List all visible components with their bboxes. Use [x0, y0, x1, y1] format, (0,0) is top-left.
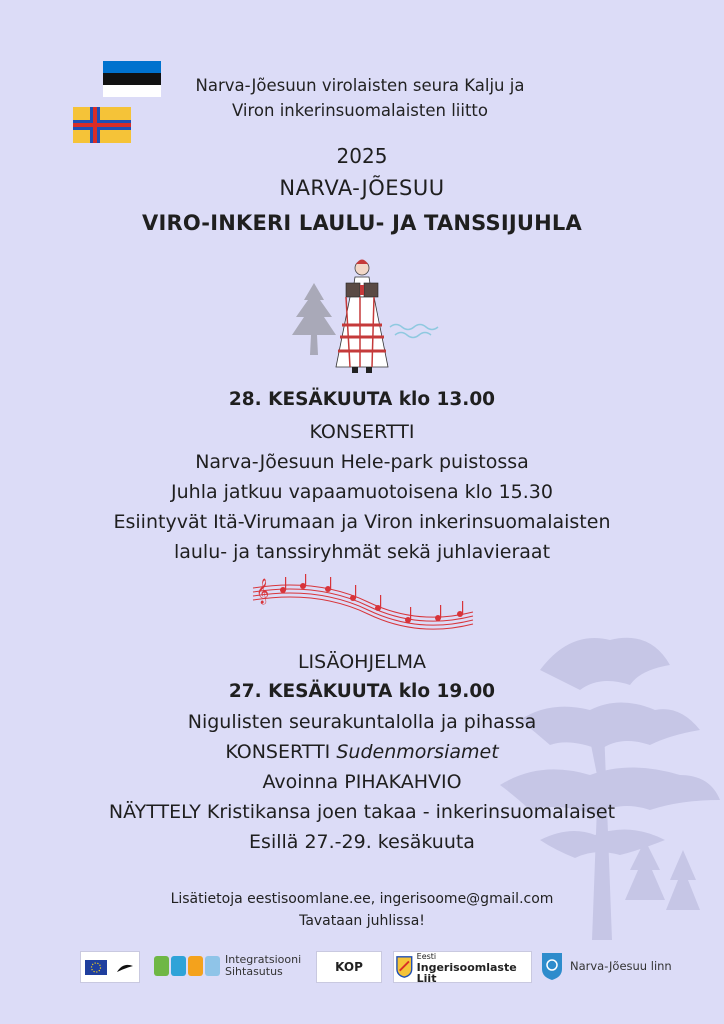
- integratsiooni-text-1: Integratsiooni: [225, 953, 302, 966]
- extra-program-date: 27. KESÄKUUTA klo 19.00: [228, 681, 496, 702]
- ingerisoomlaste-liit-logo: [393, 951, 532, 983]
- festival-title: VIRO-INKERI LAULU- JA TANSSIJUHLA: [142, 211, 582, 235]
- puzzle-pieces-icon: [153, 952, 221, 980]
- svg-text:𝄞: 𝄞: [256, 579, 270, 604]
- integratsiooni-text-2: Sihtasutus: [225, 965, 283, 978]
- extra-program-concert: [0, 741, 724, 763]
- accordion-dancer-illustration: [280, 255, 450, 380]
- eu-logo: [80, 951, 140, 983]
- organizer-line-2: Viron inkerinsuomalaisten liitto: [231, 101, 489, 120]
- extra-program-exhibition-dates: Esillä 27.-29. kesäkuuta: [249, 831, 475, 853]
- estonia-ministry-icon: [115, 960, 135, 975]
- event-year: 2025: [336, 144, 388, 168]
- kop-logo: [316, 951, 382, 983]
- main-event-date: 28. KESÄKUUTA klo 13.00: [228, 389, 496, 410]
- narva-text: Narva-Jõesuu linn: [570, 959, 672, 973]
- eu-flag-icon: [85, 960, 107, 975]
- footer-info: Lisätietoja eestisoomlane.ee, ingerisoome@gmail.com: [170, 891, 554, 907]
- ingria-shield-icon: [396, 955, 413, 979]
- performers-line-1: Esiintyvät Itä-Virumaan ja Viron inkerinsuomalaisten: [113, 511, 611, 533]
- extra-program-cafe: Avoinna PIHAKAHVIO: [262, 771, 462, 793]
- organizer-line-1: Narva-Jõesuun virolaisten seura Kalju ja: [195, 76, 525, 95]
- narva-crest-icon: [540, 951, 564, 981]
- ingerisoomlaste-small: Eesti: [416, 951, 437, 961]
- ingrian-flag-icon: [73, 107, 131, 143]
- kop-text: KOP: [335, 960, 363, 974]
- extra-program-exhibition: NÄYTTELY Kristikansa joen takaa - inkerinsuomalaiset: [108, 801, 616, 823]
- main-event-type: KONSERTTI: [309, 421, 415, 443]
- concert-prefix: KONSERTTI: [225, 741, 331, 763]
- ingerisoomlaste-text: Ingerisoomlaste Liit: [416, 960, 517, 985]
- footer-greeting: Tavataan juhlissa!: [299, 913, 425, 929]
- concert-name: Sudenmorsiamet: [336, 741, 499, 763]
- integratsiooni-logo: [153, 951, 303, 981]
- music-notes-icon: [248, 570, 478, 630]
- extra-program-heading: LISÄOHJELMA: [297, 651, 427, 673]
- event-place: NARVA-JÕESUU: [279, 176, 445, 200]
- main-event-location: Narva-Jõesuun Hele-park puistossa: [195, 451, 529, 473]
- main-event-continuation: Juhla jatkuu vapaamuotoisena klo 15.30: [171, 481, 553, 503]
- narva-joesuu-logo: [540, 951, 680, 981]
- performers-line-2: laulu- ja tanssiryhmät sekä juhlavieraat: [173, 541, 551, 563]
- extra-program-location: Nigulisten seurakuntalolla ja pihassa: [187, 711, 537, 733]
